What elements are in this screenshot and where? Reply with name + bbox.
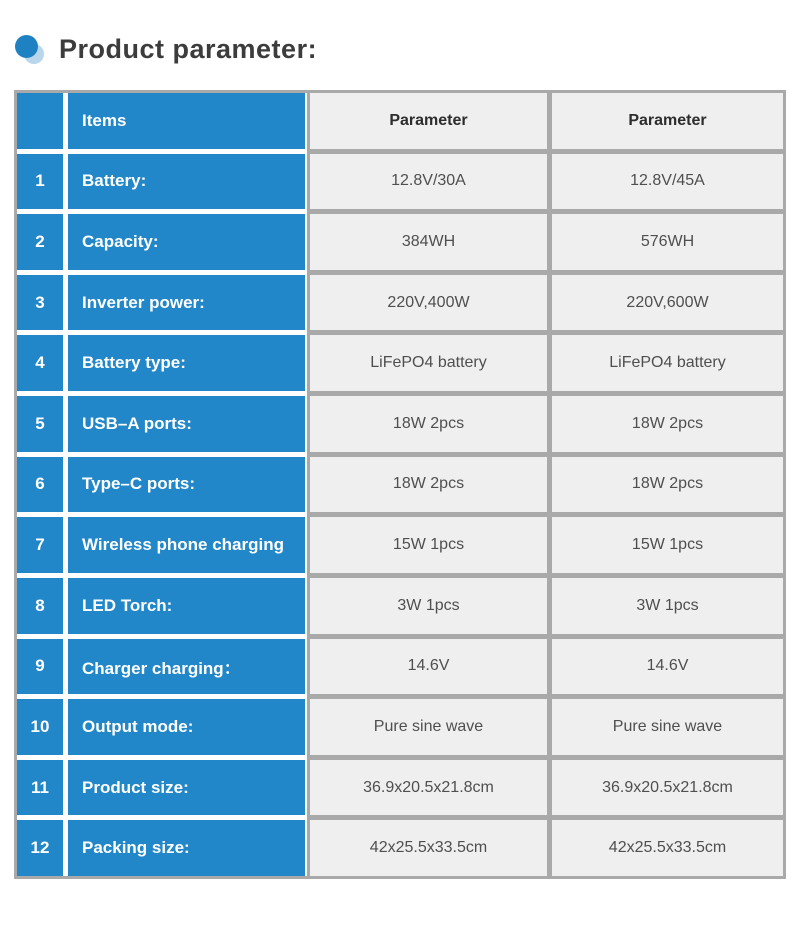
row-item-label: Type–C ports:: [68, 457, 305, 513]
row-parameter-1: 15W 1pcs: [310, 517, 547, 573]
row-number: 2: [17, 214, 63, 270]
row-item-label: Product size:: [68, 760, 305, 816]
row-parameter-1: 18W 2pcs: [310, 396, 547, 452]
page-title: Product parameter:: [59, 33, 318, 64]
row-number: 6: [17, 457, 63, 513]
row-number: 1: [17, 154, 63, 210]
row-item-label: Inverter power:: [68, 275, 305, 331]
row-item-label: Wireless phone charging: [68, 517, 305, 573]
row-parameter-2: 576WH: [552, 214, 783, 270]
row-parameter-1: 220V,400W: [310, 275, 547, 331]
table-header-items: Items: [68, 93, 305, 149]
row-parameter-2: 15W 1pcs: [552, 517, 783, 573]
row-parameter-1: 36.9x20.5x21.8cm: [310, 760, 547, 816]
row-number: 4: [17, 335, 63, 391]
row-parameter-2: 42x25.5x33.5cm: [552, 820, 783, 876]
table-header-parameter-2: Parameter: [552, 93, 783, 149]
row-item-label: Packing size:: [68, 820, 305, 876]
row-item-label: Charger charging：: [68, 639, 305, 695]
row-item-label: Capacity:: [68, 214, 305, 270]
row-parameter-2: 18W 2pcs: [552, 457, 783, 513]
row-parameter-2: LiFePO4 battery: [552, 335, 783, 391]
section-header: [15, 34, 317, 64]
row-number: 3: [17, 275, 63, 331]
row-item-label: Battery type:: [68, 335, 305, 391]
blue-dot: [15, 35, 38, 58]
table-header-parameter-1: Parameter: [310, 93, 547, 149]
row-parameter-2: 18W 2pcs: [552, 396, 783, 452]
row-number: 12: [17, 820, 63, 876]
table-header-index: [17, 93, 63, 149]
row-number: 9: [17, 639, 63, 695]
row-parameter-2: 3W 1pcs: [552, 578, 783, 634]
row-item-label: LED Torch:: [68, 578, 305, 634]
row-number: 11: [17, 760, 63, 816]
row-parameter-1: 42x25.5x33.5cm: [310, 820, 547, 876]
row-parameter-2: 14.6V: [552, 639, 783, 695]
row-parameter-1: 3W 1pcs: [310, 578, 547, 634]
product-parameter-table: [14, 90, 786, 879]
row-number: 7: [17, 517, 63, 573]
row-number: 5: [17, 396, 63, 452]
row-parameter-1: LiFePO4 battery: [310, 335, 547, 391]
row-parameter-1: 384WH: [310, 214, 547, 270]
row-parameter-1: 12.8V/30A: [310, 154, 547, 210]
row-parameter-1: 14.6V: [310, 639, 547, 695]
row-parameter-2: 12.8V/45A: [552, 154, 783, 210]
row-item-label: Battery:: [68, 154, 305, 210]
row-parameter-1: Pure sine wave: [310, 699, 547, 755]
row-item-label: Output mode:: [68, 699, 305, 755]
blue-dot-icon: [15, 34, 45, 64]
row-number: 10: [17, 699, 63, 755]
row-parameter-1: 18W 2pcs: [310, 457, 547, 513]
row-parameter-2: 36.9x20.5x21.8cm: [552, 760, 783, 816]
row-number: 8: [17, 578, 63, 634]
row-item-label: USB–A ports:: [68, 396, 305, 452]
row-parameter-2: Pure sine wave: [552, 699, 783, 755]
row-parameter-2: 220V,600W: [552, 275, 783, 331]
